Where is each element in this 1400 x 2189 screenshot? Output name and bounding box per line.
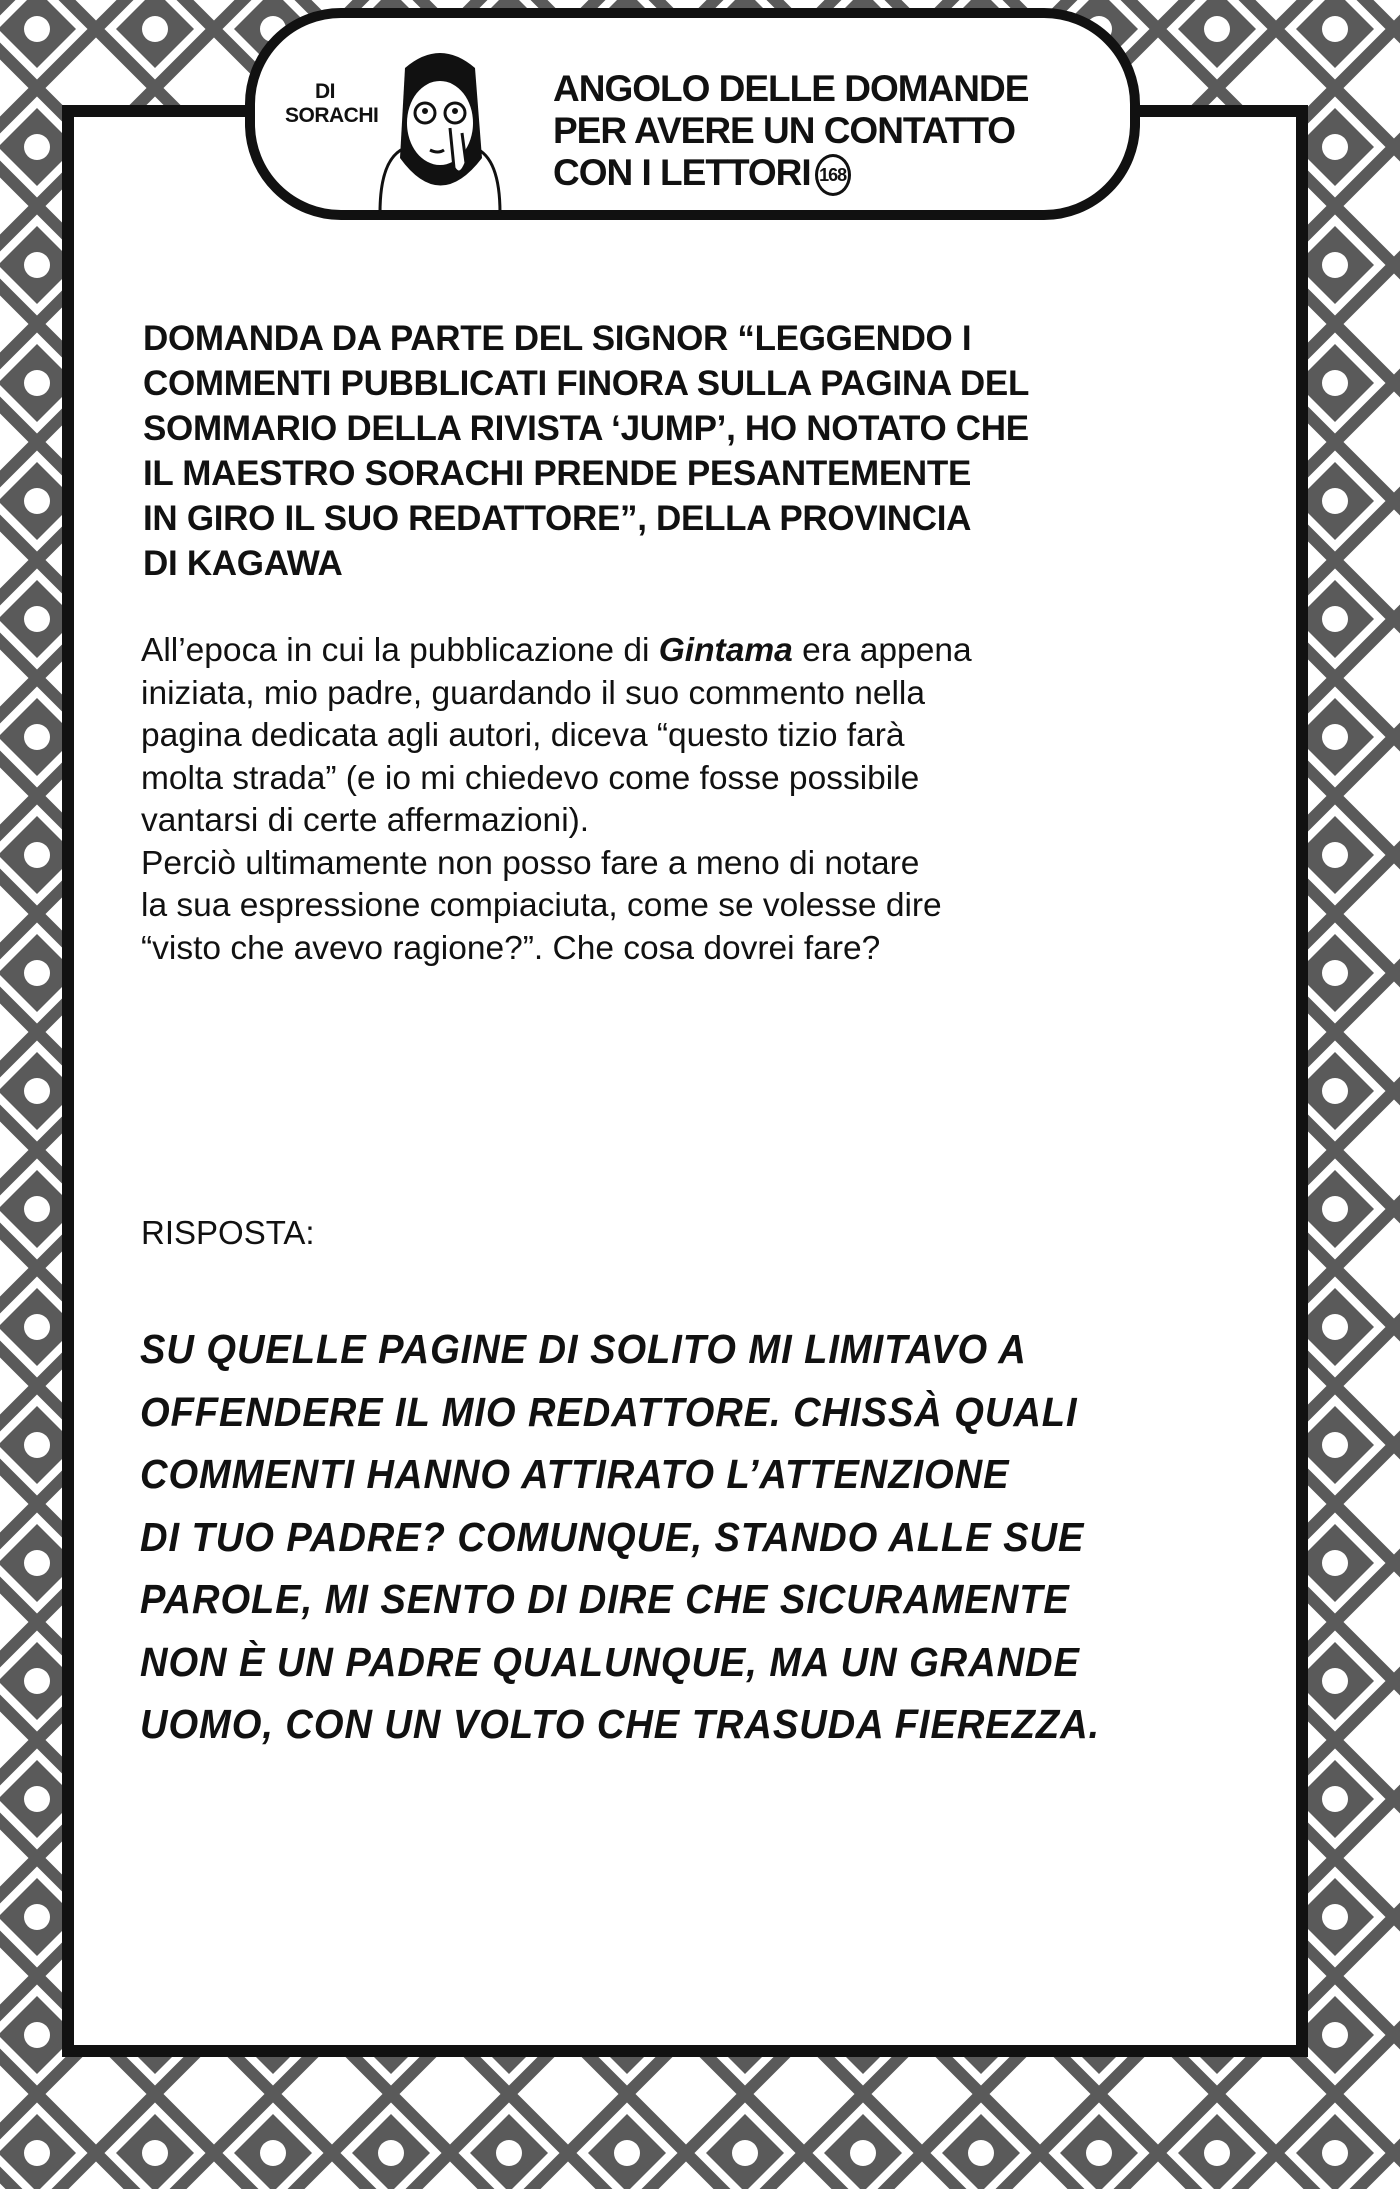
series-title: Gintama <box>658 632 793 669</box>
body-line: vantarsi di certe affermazioni). <box>141 802 590 839</box>
question-line: SOMMARIO DELLA RIVISTA ‘JUMP’, HO NOTATO CHE <box>143 409 1029 448</box>
answer-label: RISPOSTA: <box>141 1214 315 1251</box>
byline-line: SORACHI <box>285 104 379 127</box>
answer-line: PAROLE, MI SENTO DI DIRE CHE SICURAMENTE <box>140 1576 1070 1622</box>
question-line: COMMENTI PUBBLICATI FINORA SULLA PAGINA DEL <box>143 364 1030 403</box>
byline-line: DI <box>315 80 335 103</box>
body-line: iniziata, mio padre, guardando il suo commento nella <box>141 674 925 712</box>
body-text: All’epoca in cui la pubblicazione di <box>141 632 659 669</box>
title-line: CON I LETTORI <box>553 152 811 193</box>
question-line: IN GIRO IL SUO REDATTORE”, DELLA PROVINCIA <box>143 499 972 538</box>
body-line: Perciò ultimamente non posso fare a meno di notare <box>141 844 920 882</box>
body-line: pagina dedicata agli autori, diceva “questo tizio farà <box>141 717 905 754</box>
title-line: ANGOLO DELLE DOMANDE <box>553 68 1029 109</box>
title-line: PER AVERE UN CONTATTO <box>553 110 1016 151</box>
question-line: DI KAGAWA <box>143 544 343 583</box>
reader-question <box>143 316 1029 586</box>
body-line: “visto che avevo ragione?”. Che cosa dovrei fare? <box>141 929 881 967</box>
body-line: molta strada” (e io mi chiedevo come fosse possibile <box>141 759 920 797</box>
answer-line: DI TUO PADRE? COMUNQUE, STANDO ALLE SUE <box>140 1513 1085 1560</box>
issue-number-badge: 168 <box>815 154 851 196</box>
question-line: DOMANDA DA PARTE DEL SIGNOR “LEGGENDO I <box>143 319 972 358</box>
answer-line: COMMENTI HANNO ATTIRATO L’ATTENZIONE <box>140 1451 1010 1497</box>
header-banner <box>245 8 1140 220</box>
author-caricature-icon <box>350 38 530 213</box>
answer-line: NON È UN PADRE QUALUNQUE, MA UN GRANDE <box>140 1638 1080 1685</box>
body-text: era appena <box>792 632 972 669</box>
author-answer <box>140 1318 1100 1756</box>
body-line: la sua espressione compiaciuta, come se volesse dire <box>141 887 942 924</box>
question-body <box>141 630 972 970</box>
answer-line: OFFENDERE IL MIO REDATTORE. CHISSÀ QUALI <box>140 1388 1078 1435</box>
page-title <box>553 68 1028 196</box>
answer-line: SU QUELLE PAGINE DI SOLITO MI LIMITAVO A <box>140 1326 1027 1372</box>
question-line: IL MAESTRO SORACHI PRENDE PESANTEMENTE <box>143 454 972 493</box>
answer-line: UOMO, CON UN VOLTO CHE TRASUDA FIEREZZA. <box>140 1701 1101 1747</box>
